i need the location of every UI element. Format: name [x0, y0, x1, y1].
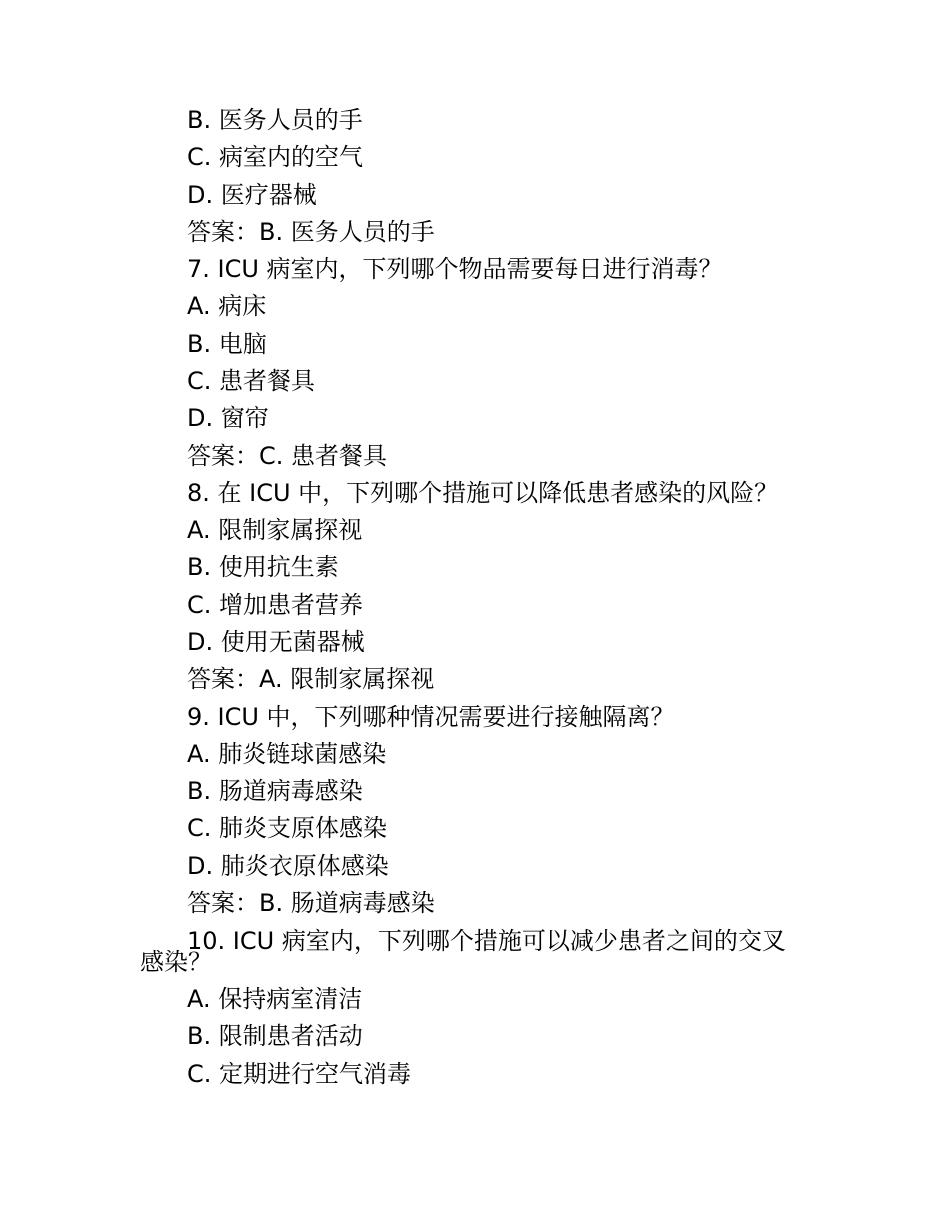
answer-q6: 答案：B. 医务人员的手 [187, 218, 435, 246]
option-d-q7: D. 窗帘 [187, 404, 269, 432]
option-c-q6: C. 病室内的空气 [187, 143, 364, 171]
answer-q7: 答案：C. 患者餐具 [187, 442, 388, 470]
question-10-continuation: 感染？ [140, 948, 212, 976]
question-7: 7. ICU 病室内，下列哪个物品需要每日进行消毒？ [187, 255, 723, 283]
option-a-q9: A. 肺炎链球菌感染 [187, 740, 387, 768]
option-b-q9: B. 肠道病毒感染 [187, 777, 363, 805]
option-a-q8: A. 限制家属探视 [187, 516, 363, 544]
question-8: 8. 在 ICU 中，下列哪个措施可以降低患者感染的风险？ [187, 479, 779, 507]
option-b-q8: B. 使用抗生素 [187, 553, 339, 581]
option-c-q10: C. 定期进行空气消毒 [187, 1060, 412, 1088]
option-a-q7: A. 病床 [187, 292, 267, 320]
question-10: 10. ICU 病室内，下列哪个措施可以减少患者之间的交叉 [187, 927, 786, 955]
answer-q9: 答案：B. 肠道病毒感染 [187, 889, 435, 917]
option-d-q8: D. 使用无菌器械 [187, 628, 365, 656]
option-b-q10: B. 限制患者活动 [187, 1022, 363, 1050]
option-d-q6: D. 医疗器械 [187, 181, 317, 209]
option-c-q8: C. 增加患者营养 [187, 591, 364, 619]
option-d-q9: D. 肺炎衣原体感染 [187, 852, 389, 880]
option-c-q7: C. 患者餐具 [187, 367, 316, 395]
answer-q8: 答案：A. 限制家属探视 [187, 665, 435, 693]
option-b-q7: B. 电脑 [187, 330, 267, 358]
question-9: 9. ICU 中，下列哪种情况需要进行接触隔离？ [187, 703, 675, 731]
option-b-q6: B. 医务人员的手 [187, 106, 363, 134]
option-a-q10: A. 保持病室清洁 [187, 985, 363, 1013]
option-c-q9: C. 肺炎支原体感染 [187, 814, 388, 842]
